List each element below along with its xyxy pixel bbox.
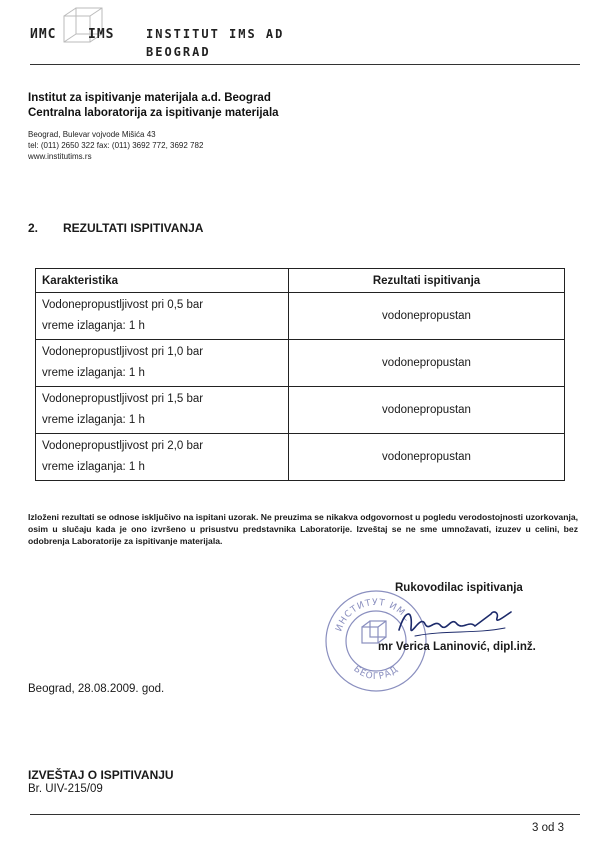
stamp-text-bottom: БЕОГРАД xyxy=(351,664,401,683)
exposure-time-text: vreme izlaganja: 1 h xyxy=(42,320,145,332)
footer-divider xyxy=(30,814,580,815)
result-cell: vodonepropustan xyxy=(289,293,565,340)
column-header-results: Rezultati ispitivanja xyxy=(289,269,565,293)
characteristic-cell xyxy=(36,434,289,481)
institution-name: Institut za ispitivanje materijala a.d. Beograd xyxy=(28,92,271,104)
exposure-time-text: vreme izlaganja: 1 h xyxy=(42,367,145,379)
logo-text-latin: IMS xyxy=(88,27,115,42)
table-row xyxy=(36,434,565,481)
institution-address: Beograd, Bulevar vojvode Mišića 43 xyxy=(28,130,156,139)
report-number: Br. UIV-215/09 xyxy=(28,783,103,795)
letterhead-title: INSTITUT IMS AD xyxy=(146,27,285,41)
characteristic-text: Vodonepropustljivost pri 2,0 bar xyxy=(42,440,204,452)
characteristic-text: Vodonepropustljivost pri 0,5 bar xyxy=(42,299,204,311)
results-table xyxy=(35,268,565,481)
institution-website: www.institutims.rs xyxy=(28,152,92,161)
section-number: 2. xyxy=(28,221,39,235)
issue-date: Beograd, 28.08.2009. god. xyxy=(28,683,165,695)
stamp-text-top: ИНСТИТУТ ИМС xyxy=(334,597,413,634)
characteristic-cell xyxy=(36,387,289,434)
letterhead-city: BEOGRAD xyxy=(146,45,211,59)
result-cell: vodonepropustan xyxy=(289,387,565,434)
disclaimer-text: Izloženi rezultati se odnose isključivo na ispitani uzorak. Ne preuzima se nikakva odgovornost u pogledu verodostojnosti uzorkovanja, osim u slučaju kada je ono izvršeno u prisustvu predstavnika Laboratorije. Izveštaj se ne sme umnožavati, izuzev u celini, bez odobrenja Laboratorije za ispitivanje materijala. xyxy=(28,512,578,546)
characteristic-cell xyxy=(36,293,289,340)
column-header-characteristic: Karakteristika xyxy=(36,269,289,293)
characteristic-text: Vodonepropustljivost pri 1,0 bar xyxy=(42,346,204,358)
signatory-role: Rukovodilac ispitivanja xyxy=(395,582,523,594)
handwritten-signature xyxy=(395,600,525,645)
table-header-row xyxy=(36,269,565,293)
characteristic-text: Vodonepropustljivost pri 1,5 bar xyxy=(42,393,204,405)
table-row xyxy=(36,340,565,387)
logo-text-cyrillic: ИМС xyxy=(30,27,57,42)
svg-text:БЕОГРАД xyxy=(351,664,400,682)
result-cell: vodonepropustan xyxy=(289,340,565,387)
page-number: 3 od 3 xyxy=(532,822,564,834)
signatory-name: mr Verica Laninović, dipl.inž. xyxy=(378,641,536,653)
header-divider xyxy=(30,64,580,65)
report-title: IZVEŠTAJ O ISPITIVANJU xyxy=(28,768,174,782)
institution-phone: tel: (011) 2650 322 fax: (011) 3692 772, 3692 782 xyxy=(28,141,204,150)
characteristic-cell xyxy=(36,340,289,387)
exposure-time-text: vreme izlaganja: 1 h xyxy=(42,414,145,426)
table-row xyxy=(36,293,565,340)
section-title: REZULTATI ISPITIVANJA xyxy=(63,221,204,235)
laboratory-name: Centralna laboratorija za ispitivanje materijala xyxy=(28,107,279,119)
result-cell: vodonepropustan xyxy=(289,434,565,481)
table-row xyxy=(36,387,565,434)
exposure-time-text: vreme izlaganja: 1 h xyxy=(42,461,145,473)
